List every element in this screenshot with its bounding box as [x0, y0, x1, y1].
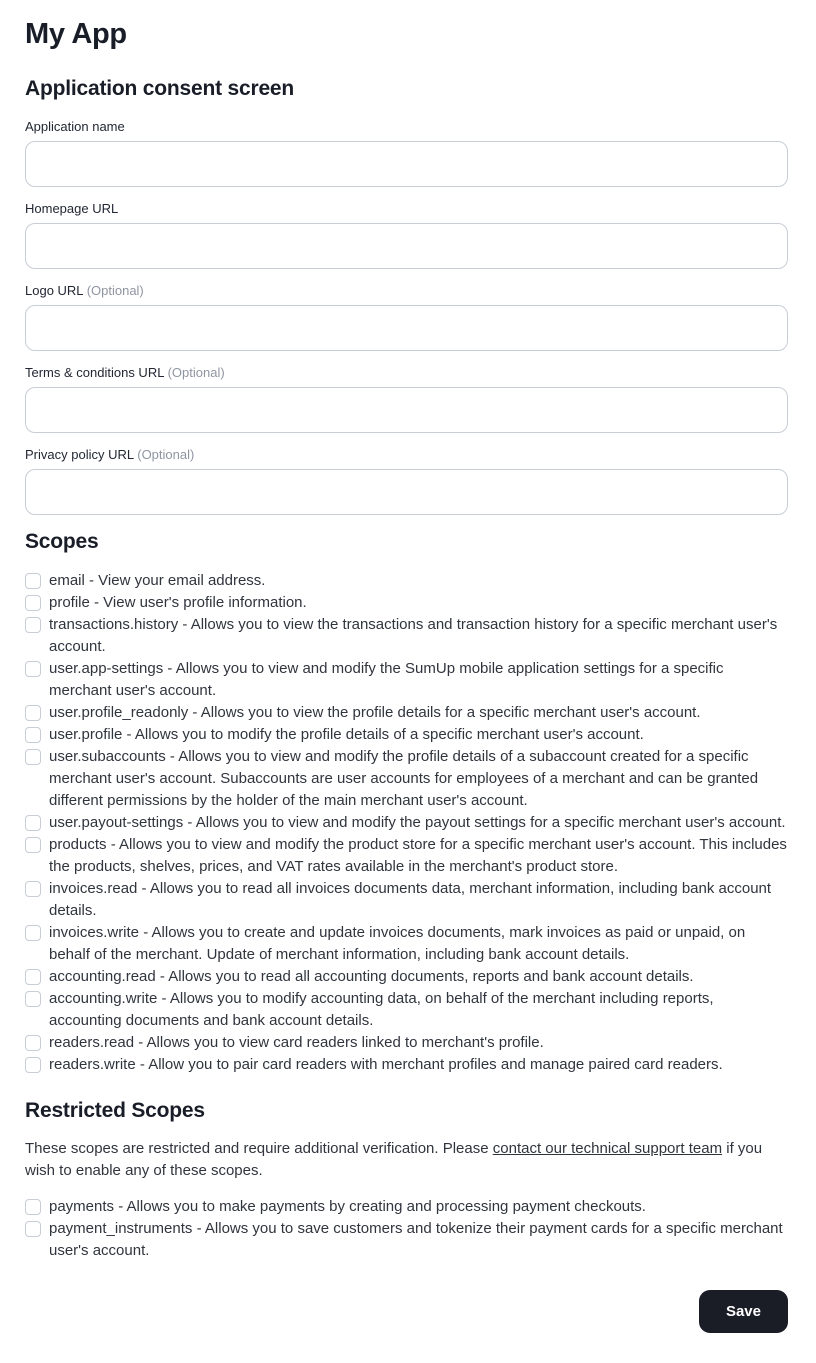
- scope-checkbox-user-subaccounts[interactable]: [25, 749, 41, 765]
- scope-item-user-profile: [25, 724, 788, 746]
- scope-checkbox-transactions-history[interactable]: [25, 617, 41, 633]
- scope-label: user.subaccounts - Allows you to view and modify the profile details of a subaccount created for a specific merchant user's account. Subaccounts are user accounts for employees of a merchant and can be granted different permissions by the holder of the main merchant user's account.: [49, 748, 759, 809]
- scope-checkbox-user-profile-readonly[interactable]: [25, 705, 41, 721]
- scope-checkbox-readers-write[interactable]: [25, 1057, 41, 1073]
- scope-label: user.profile_readonly - Allows you to view the profile details for a specific merchant user's account.: [49, 704, 701, 721]
- scope-label: payment_instruments - Allows you to save customers and tokenize their payment cards for a specific merchant user's account.: [49, 1220, 783, 1259]
- privacy-url-field-group: [25, 447, 788, 515]
- restricted-scopes-section-title: Restricted Scopes: [25, 1099, 205, 1122]
- privacy-url-input[interactable]: [25, 469, 788, 515]
- scope-checkbox-payment-instruments[interactable]: [25, 1221, 41, 1237]
- scope-label: accounting.write - Allows you to modify accounting data, on behalf of the merchant including reports, accounting documents and bank account details.: [49, 990, 714, 1029]
- restricted-scopes-intro: [25, 1138, 770, 1182]
- scopes-list: [25, 570, 788, 1076]
- scope-label: user.app-settings - Allows you to view and modify the SumUp mobile application settings for a specific merchant user's account.: [49, 660, 724, 699]
- scope-item-accounting-read: [25, 966, 788, 988]
- scope-checkbox-user-profile[interactable]: [25, 727, 41, 743]
- terms-url-input[interactable]: [25, 387, 788, 433]
- restricted-intro-text-before: These scopes are restricted and require additional verification. Please: [25, 1140, 493, 1157]
- save-button[interactable]: Save: [699, 1290, 788, 1333]
- scope-item-payments: [25, 1196, 788, 1218]
- scope-checkbox-email[interactable]: [25, 573, 41, 589]
- scope-label: email - View your email address.: [49, 572, 266, 589]
- scope-label: payments - Allows you to make payments by creating and processing payment checkouts.: [49, 1198, 646, 1215]
- scope-label: invoices.read - Allows you to read all invoices documents data, merchant information, including bank account details.: [49, 880, 772, 919]
- logo-url-field-group: [25, 283, 788, 351]
- scope-item-email: [25, 570, 788, 592]
- scope-item-user-app-settings: [25, 658, 788, 702]
- privacy-url-label: Privacy policy URL (Optional): [25, 447, 195, 462]
- scope-checkbox-invoices-write[interactable]: [25, 925, 41, 941]
- form-actions: [25, 1290, 788, 1333]
- optional-suffix: (Optional): [137, 447, 195, 462]
- scope-checkbox-accounting-read[interactable]: [25, 969, 41, 985]
- scope-item-readers-read: [25, 1032, 788, 1054]
- scope-label: invoices.write - Allows you to create and update invoices documents, mark invoices as paid or unpaid, on behalf of the merchant. Update of merchant information, including bank account details.: [49, 924, 746, 963]
- scope-label: user.profile - Allows you to modify the profile details of a specific merchant user's account.: [49, 726, 644, 743]
- scopes-section-title: Scopes: [25, 530, 99, 553]
- scope-item-readers-write: [25, 1054, 788, 1076]
- scope-checkbox-user-app-settings[interactable]: [25, 661, 41, 677]
- consent-section-title: Application consent screen: [25, 77, 295, 100]
- scope-item-invoices-read: [25, 878, 788, 922]
- logo-url-label: Logo URL (Optional): [25, 283, 144, 298]
- scope-checkbox-products[interactable]: [25, 837, 41, 853]
- scope-label: readers.read - Allows you to view card readers linked to merchant's profile.: [49, 1034, 544, 1051]
- scope-label: transactions.history - Allows you to view the transactions and transaction history for a specific merchant user's account.: [49, 616, 778, 655]
- scope-item-transactions-history: [25, 614, 788, 658]
- scope-checkbox-user-payout-settings[interactable]: [25, 815, 41, 831]
- scope-checkbox-invoices-read[interactable]: [25, 881, 41, 897]
- scope-checkbox-payments[interactable]: [25, 1199, 41, 1215]
- application-name-label: Application name: [25, 119, 125, 134]
- optional-suffix: (Optional): [167, 365, 225, 380]
- application-name-input[interactable]: [25, 141, 788, 187]
- scope-label: products - Allows you to view and modify the product store for a specific merchant user's account. This includes the products, shelves, prices, and VAT rates available in the merchant's product store.: [49, 836, 787, 875]
- scope-item-profile: [25, 592, 788, 614]
- scope-label: user.payout-settings - Allows you to view and modify the payout settings for a specific merchant user's account.: [49, 814, 786, 831]
- scope-item-user-subaccounts: [25, 746, 788, 812]
- scope-label: accounting.read - Allows you to read all accounting documents, reports and bank account details.: [49, 968, 694, 985]
- terms-url-label: Terms & conditions URL (Optional): [25, 365, 225, 380]
- scope-item-accounting-write: [25, 988, 788, 1032]
- homepage-url-label: Homepage URL: [25, 201, 119, 216]
- logo-url-input[interactable]: [25, 305, 788, 351]
- scope-item-user-payout-settings: [25, 812, 788, 834]
- optional-suffix: (Optional): [86, 283, 144, 298]
- scope-checkbox-accounting-write[interactable]: [25, 991, 41, 1007]
- page-title: My App: [25, 18, 127, 50]
- scope-label: profile - View user's profile information.: [49, 594, 307, 611]
- scope-checkbox-readers-read[interactable]: [25, 1035, 41, 1051]
- scope-item-invoices-write: [25, 922, 788, 966]
- contact-support-link[interactable]: contact our technical support team: [492, 1140, 723, 1157]
- scope-item-user-profile-readonly: [25, 702, 788, 724]
- scope-checkbox-profile[interactable]: [25, 595, 41, 611]
- application-name-field-group: [25, 119, 788, 187]
- scope-label: readers.write - Allow you to pair card readers with merchant profiles and manage paired card readers.: [49, 1056, 723, 1073]
- restricted-scopes-list: [25, 1196, 788, 1262]
- scope-item-payment-instruments: [25, 1218, 788, 1262]
- scope-item-products: [25, 834, 788, 878]
- homepage-url-input[interactable]: [25, 223, 788, 269]
- restricted-intro-text-after: if you wish to enable any of these scopes.: [25, 1140, 763, 1179]
- terms-url-field-group: [25, 365, 788, 433]
- homepage-url-field-group: [25, 201, 788, 269]
